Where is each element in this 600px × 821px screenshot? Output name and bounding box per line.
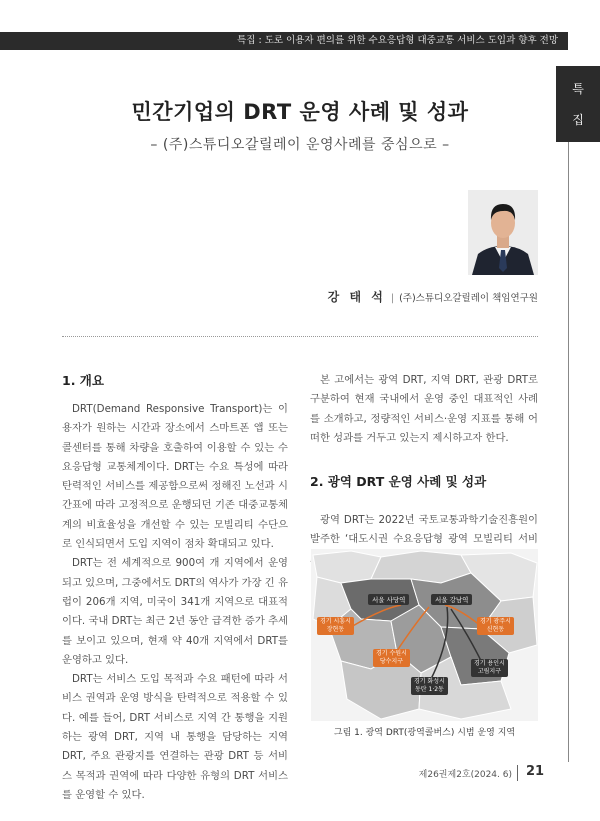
section-1-heading: 1. 개요 <box>62 373 104 388</box>
right-column-intro <box>310 371 538 448</box>
label-suwon: 경기 수원시 당수지구 <box>373 649 410 667</box>
running-header: 특집 : 도로 이용자 편의를 위한 수요응답형 대중교통 서비스 도입과 향후 전망 <box>0 32 568 50</box>
left-column <box>62 400 288 805</box>
drt-region-map <box>311 549 538 721</box>
region-map-graphic <box>311 549 538 721</box>
author-photo <box>468 190 538 275</box>
author-affiliation: (주)스튜디오갈릴레이 책임연구원 <box>399 293 538 304</box>
figure-caption: 그림 1. 광역 DRT(광역콜버스) 시범 운영 지역 <box>333 728 516 738</box>
article-subtitle: – (주)스튜디오갈릴레이 운영사례를 중심으로 – <box>150 137 450 153</box>
label-seoul-gangnam: 서울 강남역 <box>431 594 472 605</box>
author-line <box>300 288 538 305</box>
article-title: 민간기업의 DRT 운영 사례 및 성과 <box>131 100 469 124</box>
author-name: 강 태 석 <box>327 290 386 304</box>
author-portrait-illustration <box>468 190 538 275</box>
page-number: 21 <box>526 764 545 779</box>
author-separator: | <box>390 293 395 304</box>
paragraph-1: DRT(Demand Responsive Transport)는 이용자가 원하는 시간과 장소에서 스마트폰 앱 또는 콜센터를 통해 차량을 호출하여 이용할 수 있는 수요응답형 교통체계이다. DRT는 수요 특성에 따라 탄력적인 서비스를 제공함으로써 정해진 노선과 시간표에 따라 고정적으로 운행되던 기존 대중교통체계의 비효율성을 개선할 수 있는 모빌리티 수단으로 인식되면서 도입 지역이 점차 확대되고 있다. <box>62 403 288 551</box>
paragraph-4: 본 고에서는 광역 DRT, 지역 DRT, 관광 DRT로 구분하여 현재 국내에서 운영 중인 대표적인 사례를 소개하고, 정량적인 서비스·운영 지표를 통해 어떠한 성과를 거두고 있는지 제시하고자 한다. <box>310 374 538 444</box>
paragraph-5: 광역 DRT는 2022년 국토교통과학기술진흥원이 발주한 ‘대도시권 수요응답형 광역 모빌리티 서비 <box>310 514 538 546</box>
label-seoul-sadang: 서울 사당역 <box>368 594 409 605</box>
section-2-heading: 2. 광역 DRT 운영 사례 및 성과 <box>310 474 487 489</box>
paragraph-3: DRT는 서비스 도입 목적과 수요 패턴에 따라 서비스 권역과 운영 방식을 탄력적으로 적용할 수 있다. 예를 들어, DRT 서비스로 지역 간 통행을 지원하는 광역 DRT, 지역 내 통행을 담당하는 지역 DRT, 주요 관광지를 연결하는 관광 DRT 등 서비스 목적과 권역에 따라 다양한 유형의 DRT 서비스를 운영할 수 있다. <box>62 673 288 801</box>
label-yongin: 경기 용인시 고림지구 <box>471 659 508 677</box>
section-tab-char-1: 특 <box>572 82 584 96</box>
issue-info: 제26권제2호(2024. 6) <box>418 770 512 780</box>
paragraph-2: DRT는 전 세계적으로 900여 개 지역에서 운영되고 있으며, 그중에서도 DRT의 역사가 가장 긴 유럽이 206개 지역, 미국이 341개 지역으로 대표적이다. 국내 DRT는 최근 2년 동안 급격한 증가 추세를 보이고 있으며, 현재 약 40개 지역에서 DRT를 운영하고 있다. <box>62 557 288 666</box>
label-hwaseong: 경기 화성시 동탄 1·2동 <box>411 677 448 695</box>
label-siheung: 경기 시흥시 장현동 <box>317 617 354 635</box>
footer-separator <box>517 765 518 781</box>
section-tab-char-2: 집 <box>572 113 584 127</box>
right-column-section2 <box>310 511 538 549</box>
label-gwangju: 경기 광주시 신현동 <box>477 617 514 635</box>
margin-rule <box>568 142 569 762</box>
divider <box>62 336 538 337</box>
